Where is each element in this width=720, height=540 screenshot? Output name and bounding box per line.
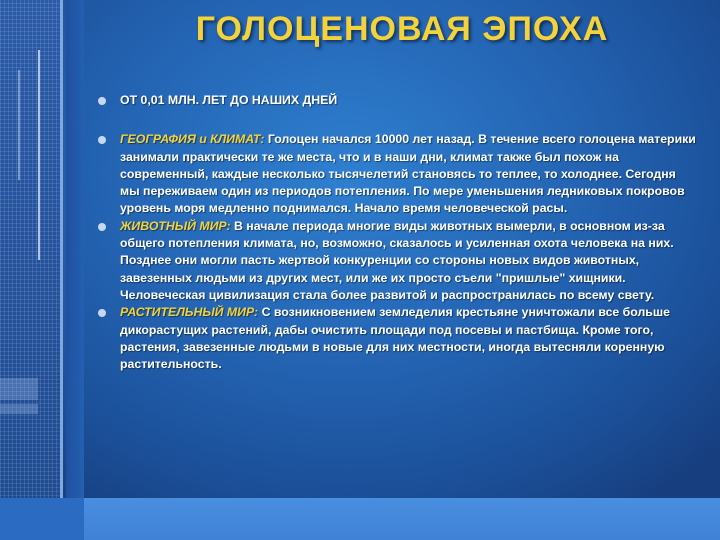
bullet-icon bbox=[98, 97, 106, 105]
item-text: Голоцен начался 10000 лет назад. В течение всего голоцена материки занимали практически те же места, что и в наши дни, климат также был похож на современный, каждые несколько тысячелетий становясь то теплее, то холоднее. Сегодня мы переживаем один из периодов потепления. По мере уменьшения ледниковых покровов уровень моря медленно поднимался. Начало время человеческой расы. bbox=[120, 132, 696, 216]
decorative-separator bbox=[60, 0, 63, 540]
item-text: В начале периода многие виды животных вымерли, в основном из-за общего потепления климата, но, возможно, сказалось и усиленная охота человека на них. Позднее они могли пасть жертвой конкуренции со стороны новых видов животных, завезенных людьми из других мест, или же их просто съели "пришлые" хищники. Человеческая цивилизация стала более развитой и распространилась по всему свету. bbox=[120, 218, 674, 302]
item-text: ОТ 0,01 МЛН. ЛЕТ ДО НАШИХ ДНЕЙ bbox=[120, 93, 338, 107]
decorative-block bbox=[0, 378, 38, 400]
left-decorative-strip bbox=[0, 0, 60, 540]
item-label: ЖИВОТНЫЙ МИР: bbox=[120, 218, 231, 233]
decorative-line bbox=[38, 50, 40, 260]
item-label: ГЕОГРАФИЯ и КЛИМАТ: bbox=[120, 132, 265, 147]
list-item bbox=[98, 304, 698, 373]
footer-corner bbox=[0, 498, 84, 540]
item-label: РАСТИТЕЛЬНЫЙ МИР: bbox=[120, 305, 259, 320]
decorative-separator bbox=[66, 0, 84, 540]
bullet-icon bbox=[98, 309, 106, 317]
slide-title: ГОЛОЦЕНОВАЯ ЭПОХА bbox=[195, 10, 609, 48]
bullet-icon bbox=[98, 223, 106, 231]
bullet-list bbox=[98, 92, 698, 373]
item-text: С возникновением земледелия крестьяне уничтожали все больше дикорастущих растений, дабы очистить площади под посевы и пастбища. Кроме того, растения, завезенные людьми в новые для них местности, иногда вытесняли коренную растительность. bbox=[120, 305, 670, 372]
bullet-icon bbox=[98, 136, 106, 144]
list-item bbox=[98, 218, 698, 304]
decorative-block bbox=[0, 404, 38, 414]
list-item bbox=[98, 92, 698, 109]
list-item bbox=[98, 131, 698, 217]
footer-band bbox=[84, 498, 720, 540]
decorative-line bbox=[18, 70, 20, 180]
